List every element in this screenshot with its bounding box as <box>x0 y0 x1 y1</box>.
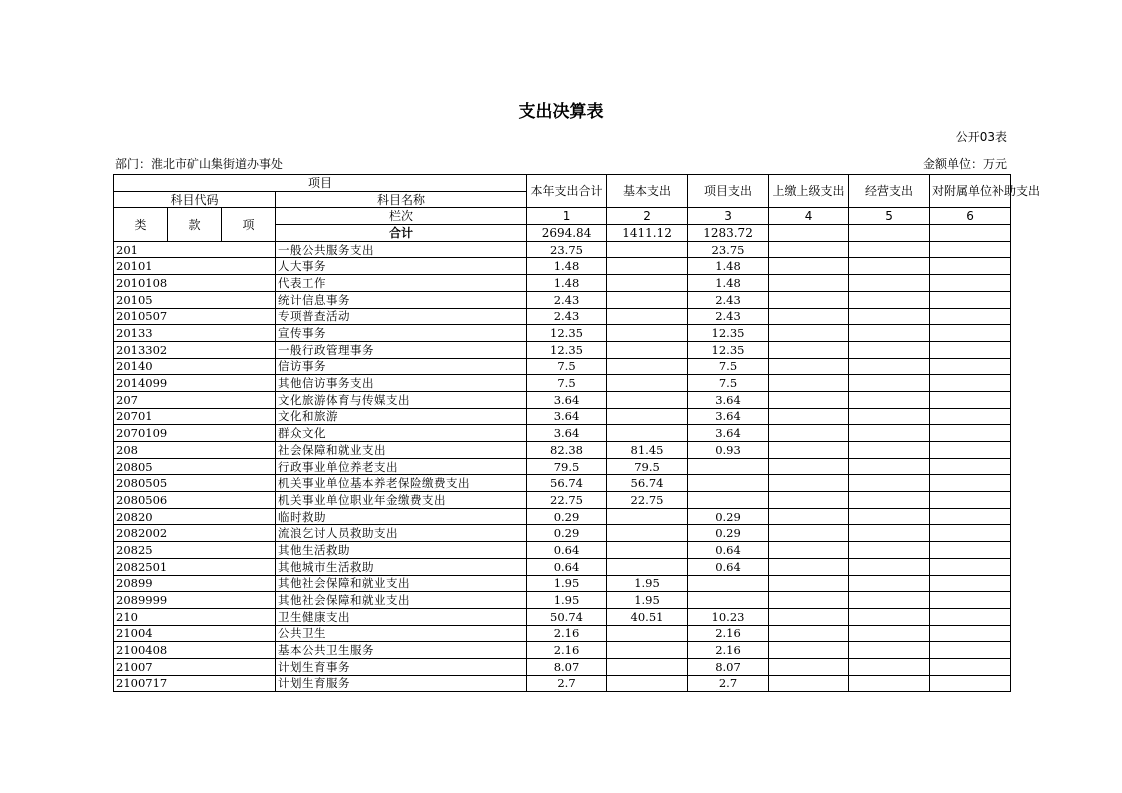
table-row <box>114 542 1011 559</box>
table-row <box>114 275 1011 292</box>
amount-cell <box>769 458 849 475</box>
amount-cell <box>607 258 688 275</box>
subject-name: 机关事业单位职业年金缴费支出 <box>276 492 527 509</box>
header-col-basic: 基本支出 <box>607 175 688 208</box>
header-item: 项目 <box>114 175 527 192</box>
table-row <box>114 658 1011 675</box>
amount-cell <box>607 291 688 308</box>
subject-name: 临时救助 <box>276 508 527 525</box>
amount-cell: 3.64 <box>527 408 607 425</box>
header-col-total: 本年支出合计 <box>527 175 607 208</box>
department-label: 部门：淮北市矿山集街道办事处 <box>115 157 284 171</box>
table-row <box>114 391 1011 408</box>
amount-cell: 2.16 <box>527 642 607 659</box>
header-xiang: 项 <box>222 208 276 241</box>
amount-cell: 23.75 <box>527 241 607 258</box>
amount-cell <box>930 358 1011 375</box>
subject-code: 21004 <box>114 625 276 642</box>
col-num-6: 6 <box>930 208 1011 225</box>
subject-code: 20101 <box>114 258 276 275</box>
amount-cell <box>930 642 1011 659</box>
amount-cell <box>849 492 930 509</box>
amount-cell <box>607 408 688 425</box>
subject-code: 21007 <box>114 658 276 675</box>
amount-cell <box>769 675 849 692</box>
col-num-4: 4 <box>769 208 849 225</box>
amount-cell: 3.64 <box>688 425 769 442</box>
amount-cell <box>769 358 849 375</box>
amount-cell <box>930 675 1011 692</box>
amount-cell <box>849 558 930 575</box>
amount-cell <box>607 325 688 342</box>
amount-cell <box>769 275 849 292</box>
amount-cell <box>688 475 769 492</box>
amount-cell: 23.75 <box>688 241 769 258</box>
table-row <box>114 475 1011 492</box>
total-cell <box>930 225 1011 242</box>
amount-cell: 8.07 <box>527 658 607 675</box>
amount-cell <box>930 608 1011 625</box>
table-row <box>114 508 1011 525</box>
col-num-2: 2 <box>607 208 688 225</box>
amount-cell <box>769 558 849 575</box>
col-num-1: 1 <box>527 208 607 225</box>
amount-cell <box>930 542 1011 559</box>
amount-cell <box>849 241 930 258</box>
amount-cell: 8.07 <box>688 658 769 675</box>
amount-cell <box>769 658 849 675</box>
table-row <box>114 291 1011 308</box>
amount-cell <box>607 625 688 642</box>
amount-cell <box>930 375 1011 392</box>
amount-cell <box>688 458 769 475</box>
subject-code: 20133 <box>114 325 276 342</box>
subject-code: 20825 <box>114 542 276 559</box>
amount-cell: 0.64 <box>688 558 769 575</box>
amount-cell: 7.5 <box>688 358 769 375</box>
amount-cell <box>930 341 1011 358</box>
amount-cell: 2.16 <box>527 625 607 642</box>
table-row <box>114 592 1011 609</box>
amount-cell: 7.5 <box>688 375 769 392</box>
table-row <box>114 408 1011 425</box>
subject-code: 2013302 <box>114 341 276 358</box>
subject-name: 计划生育事务 <box>276 658 527 675</box>
subject-code: 20820 <box>114 508 276 525</box>
amount-cell <box>930 291 1011 308</box>
amount-cell <box>688 592 769 609</box>
subject-name: 统计信息事务 <box>276 291 527 308</box>
subject-name: 文化和旅游 <box>276 408 527 425</box>
amount-cell <box>930 442 1011 459</box>
table-row <box>114 458 1011 475</box>
amount-cell <box>607 525 688 542</box>
table-row <box>114 425 1011 442</box>
form-number: 公开03表 <box>955 130 1007 144</box>
subject-name: 公共卫生 <box>276 625 527 642</box>
amount-cell: 0.29 <box>527 525 607 542</box>
table-row <box>114 492 1011 509</box>
amount-cell: 0.29 <box>688 508 769 525</box>
amount-cell <box>769 475 849 492</box>
amount-cell <box>849 575 930 592</box>
header-col-business: 经营支出 <box>849 175 930 208</box>
amount-cell <box>769 258 849 275</box>
table-row <box>114 675 1011 692</box>
amount-cell <box>930 558 1011 575</box>
amount-cell <box>769 375 849 392</box>
amount-cell <box>849 308 930 325</box>
subject-name: 卫生健康支出 <box>276 608 527 625</box>
amount-cell: 79.5 <box>607 458 688 475</box>
amount-cell: 0.29 <box>688 525 769 542</box>
amount-cell: 12.35 <box>527 325 607 342</box>
header-col-project: 项目支出 <box>688 175 769 208</box>
amount-cell <box>849 408 930 425</box>
subject-name: 代表工作 <box>276 275 527 292</box>
amount-cell <box>607 358 688 375</box>
amount-cell <box>849 475 930 492</box>
amount-cell: 12.35 <box>688 325 769 342</box>
subject-name: 文化旅游体育与传媒支出 <box>276 391 527 408</box>
amount-cell: 1.95 <box>527 592 607 609</box>
amount-cell <box>930 241 1011 258</box>
header-col-upper: 上缴上级支出 <box>769 175 849 208</box>
amount-cell <box>607 308 688 325</box>
amount-cell: 1.48 <box>527 275 607 292</box>
subject-code: 20805 <box>114 458 276 475</box>
amount-cell <box>769 291 849 308</box>
amount-cell: 0.64 <box>527 558 607 575</box>
amount-cell: 1.48 <box>527 258 607 275</box>
amount-cell: 81.45 <box>607 442 688 459</box>
header-col-subsidy: 对附属单位补助支出 <box>930 175 1011 208</box>
amount-cell: 2.43 <box>527 308 607 325</box>
amount-cell <box>930 308 1011 325</box>
amount-cell <box>930 508 1011 525</box>
amount-cell: 7.5 <box>527 358 607 375</box>
subject-code: 20105 <box>114 291 276 308</box>
amount-cell <box>930 425 1011 442</box>
amount-cell <box>930 458 1011 475</box>
amount-cell <box>930 625 1011 642</box>
amount-cell <box>769 391 849 408</box>
subject-name: 基本公共卫生服务 <box>276 642 527 659</box>
amount-cell: 3.64 <box>527 391 607 408</box>
amount-cell <box>930 525 1011 542</box>
subject-name: 计划生育服务 <box>276 675 527 692</box>
table-row <box>114 341 1011 358</box>
amount-cell <box>849 291 930 308</box>
subject-name: 其他社会保障和就业支出 <box>276 592 527 609</box>
page-title: 支出决算表 <box>518 102 604 122</box>
amount-cell <box>769 492 849 509</box>
amount-cell: 2.43 <box>527 291 607 308</box>
amount-cell: 2.7 <box>527 675 607 692</box>
table-row <box>114 241 1011 258</box>
amount-cell <box>769 308 849 325</box>
amount-cell <box>930 325 1011 342</box>
amount-cell <box>769 642 849 659</box>
expenditure-table <box>113 174 1041 692</box>
amount-cell <box>849 608 930 625</box>
amount-cell <box>930 275 1011 292</box>
amount-cell <box>769 592 849 609</box>
amount-cell: 12.35 <box>527 341 607 358</box>
subject-code: 20899 <box>114 575 276 592</box>
subject-name: 流浪乞讨人员救助支出 <box>276 525 527 542</box>
subject-code: 2010507 <box>114 308 276 325</box>
table-row <box>114 308 1011 325</box>
subject-name: 宣传事务 <box>276 325 527 342</box>
subject-name: 其他城市生活救助 <box>276 558 527 575</box>
amount-cell <box>930 658 1011 675</box>
amount-cell <box>607 542 688 559</box>
amount-cell <box>849 458 930 475</box>
table-row <box>114 442 1011 459</box>
amount-cell: 1.95 <box>607 575 688 592</box>
amount-cell: 7.5 <box>527 375 607 392</box>
subject-code: 201 <box>114 241 276 258</box>
subject-code: 2100717 <box>114 675 276 692</box>
amount-cell <box>769 608 849 625</box>
table-row <box>114 375 1011 392</box>
header-kuan: 款 <box>168 208 222 241</box>
amount-cell <box>769 425 849 442</box>
subject-name: 机关事业单位基本养老保险缴费支出 <box>276 475 527 492</box>
amount-cell <box>849 391 930 408</box>
table-row <box>114 358 1011 375</box>
amount-cell <box>849 625 930 642</box>
subject-code: 2100408 <box>114 642 276 659</box>
amount-cell <box>688 492 769 509</box>
amount-cell <box>930 475 1011 492</box>
amount-cell: 3.64 <box>688 408 769 425</box>
table-row <box>114 575 1011 592</box>
total-cell <box>849 225 930 242</box>
amount-cell: 56.74 <box>607 475 688 492</box>
total-cell: 1283.72 <box>688 225 769 242</box>
amount-cell: 0.64 <box>688 542 769 559</box>
amount-cell <box>930 391 1011 408</box>
amount-cell <box>769 525 849 542</box>
table-row <box>114 625 1011 642</box>
subject-code: 20701 <box>114 408 276 425</box>
subject-code: 2080506 <box>114 492 276 509</box>
amount-cell <box>849 658 930 675</box>
total-cell: 1411.12 <box>607 225 688 242</box>
amount-cell <box>849 525 930 542</box>
amount-cell <box>769 341 849 358</box>
amount-cell: 2.7 <box>688 675 769 692</box>
amount-cell <box>607 341 688 358</box>
subject-code: 2089999 <box>114 592 276 609</box>
subject-name: 专项普查活动 <box>276 308 527 325</box>
amount-cell <box>769 442 849 459</box>
amount-cell <box>849 375 930 392</box>
amount-cell <box>607 375 688 392</box>
amount-cell: 0.29 <box>527 508 607 525</box>
amount-cell: 79.5 <box>527 458 607 475</box>
subject-code: 20140 <box>114 358 276 375</box>
table-row <box>114 558 1011 575</box>
amount-cell <box>849 642 930 659</box>
amount-cell: 2.43 <box>688 291 769 308</box>
amount-cell: 50.74 <box>527 608 607 625</box>
header-name: 科目名称 <box>276 191 527 208</box>
subject-name: 行政事业单位养老支出 <box>276 458 527 475</box>
table-body <box>114 241 1011 692</box>
unit-label: 金额单位：万元 <box>922 157 1007 171</box>
amount-cell <box>769 625 849 642</box>
subject-code: 2070109 <box>114 425 276 442</box>
amount-cell <box>607 508 688 525</box>
subject-name: 社会保障和就业支出 <box>276 442 527 459</box>
amount-cell <box>849 341 930 358</box>
subject-code: 2014099 <box>114 375 276 392</box>
table-row <box>114 325 1011 342</box>
amount-cell <box>769 325 849 342</box>
subject-code: 2080505 <box>114 475 276 492</box>
subject-code: 210 <box>114 608 276 625</box>
amount-cell: 22.75 <box>527 492 607 509</box>
amount-cell: 10.23 <box>688 608 769 625</box>
subject-name: 其他社会保障和就业支出 <box>276 575 527 592</box>
amount-cell <box>607 391 688 408</box>
amount-cell <box>769 408 849 425</box>
table-row <box>114 608 1011 625</box>
amount-cell: 1.48 <box>688 258 769 275</box>
amount-cell: 1.48 <box>688 275 769 292</box>
amount-cell: 0.64 <box>527 542 607 559</box>
amount-cell: 56.74 <box>527 475 607 492</box>
amount-cell <box>607 642 688 659</box>
header-lei: 类 <box>114 208 168 241</box>
total-cell <box>769 225 849 242</box>
subject-name: 其他生活救助 <box>276 542 527 559</box>
amount-cell: 2.43 <box>688 308 769 325</box>
amount-cell <box>849 442 930 459</box>
header-total: 合计 <box>276 225 527 242</box>
amount-cell: 1.95 <box>527 575 607 592</box>
subject-code: 2082501 <box>114 558 276 575</box>
amount-cell: 82.38 <box>527 442 607 459</box>
subject-code: 2010108 <box>114 275 276 292</box>
amount-cell <box>849 258 930 275</box>
amount-cell <box>769 542 849 559</box>
subject-name: 其他信访事务支出 <box>276 375 527 392</box>
amount-cell <box>849 508 930 525</box>
amount-cell <box>769 241 849 258</box>
amount-cell <box>769 508 849 525</box>
amount-cell: 1.95 <box>607 592 688 609</box>
amount-cell <box>607 425 688 442</box>
amount-cell: 12.35 <box>688 341 769 358</box>
amount-cell <box>607 675 688 692</box>
subject-name: 群众文化 <box>276 425 527 442</box>
table-row <box>114 525 1011 542</box>
amount-cell <box>607 275 688 292</box>
subject-name: 信访事务 <box>276 358 527 375</box>
amount-cell <box>769 575 849 592</box>
amount-cell: 0.93 <box>688 442 769 459</box>
amount-cell <box>930 258 1011 275</box>
subject-name: 人大事务 <box>276 258 527 275</box>
amount-cell <box>930 408 1011 425</box>
amount-cell <box>849 275 930 292</box>
amount-cell <box>849 325 930 342</box>
amount-cell <box>849 425 930 442</box>
total-cell: 2694.84 <box>527 225 607 242</box>
header-code: 科目代码 <box>114 191 276 208</box>
table-row <box>114 642 1011 659</box>
col-num-3: 3 <box>688 208 769 225</box>
amount-cell <box>849 675 930 692</box>
amount-cell: 22.75 <box>607 492 688 509</box>
table-row <box>114 258 1011 275</box>
amount-cell <box>688 575 769 592</box>
amount-cell <box>849 592 930 609</box>
amount-cell: 2.16 <box>688 625 769 642</box>
subject-code: 2082002 <box>114 525 276 542</box>
amount-cell <box>930 575 1011 592</box>
amount-cell <box>607 558 688 575</box>
subject-name: 一般公共服务支出 <box>276 241 527 258</box>
subject-code: 208 <box>114 442 276 459</box>
amount-cell <box>607 658 688 675</box>
amount-cell: 3.64 <box>688 391 769 408</box>
amount-cell: 3.64 <box>527 425 607 442</box>
col-num-5: 5 <box>849 208 930 225</box>
amount-cell <box>849 358 930 375</box>
subject-name: 一般行政管理事务 <box>276 341 527 358</box>
amount-cell <box>849 542 930 559</box>
amount-cell <box>930 492 1011 509</box>
header-column-no: 栏次 <box>276 208 527 225</box>
amount-cell: 40.51 <box>607 608 688 625</box>
amount-cell <box>607 241 688 258</box>
amount-cell <box>930 592 1011 609</box>
amount-cell: 2.16 <box>688 642 769 659</box>
subject-code: 207 <box>114 391 276 408</box>
